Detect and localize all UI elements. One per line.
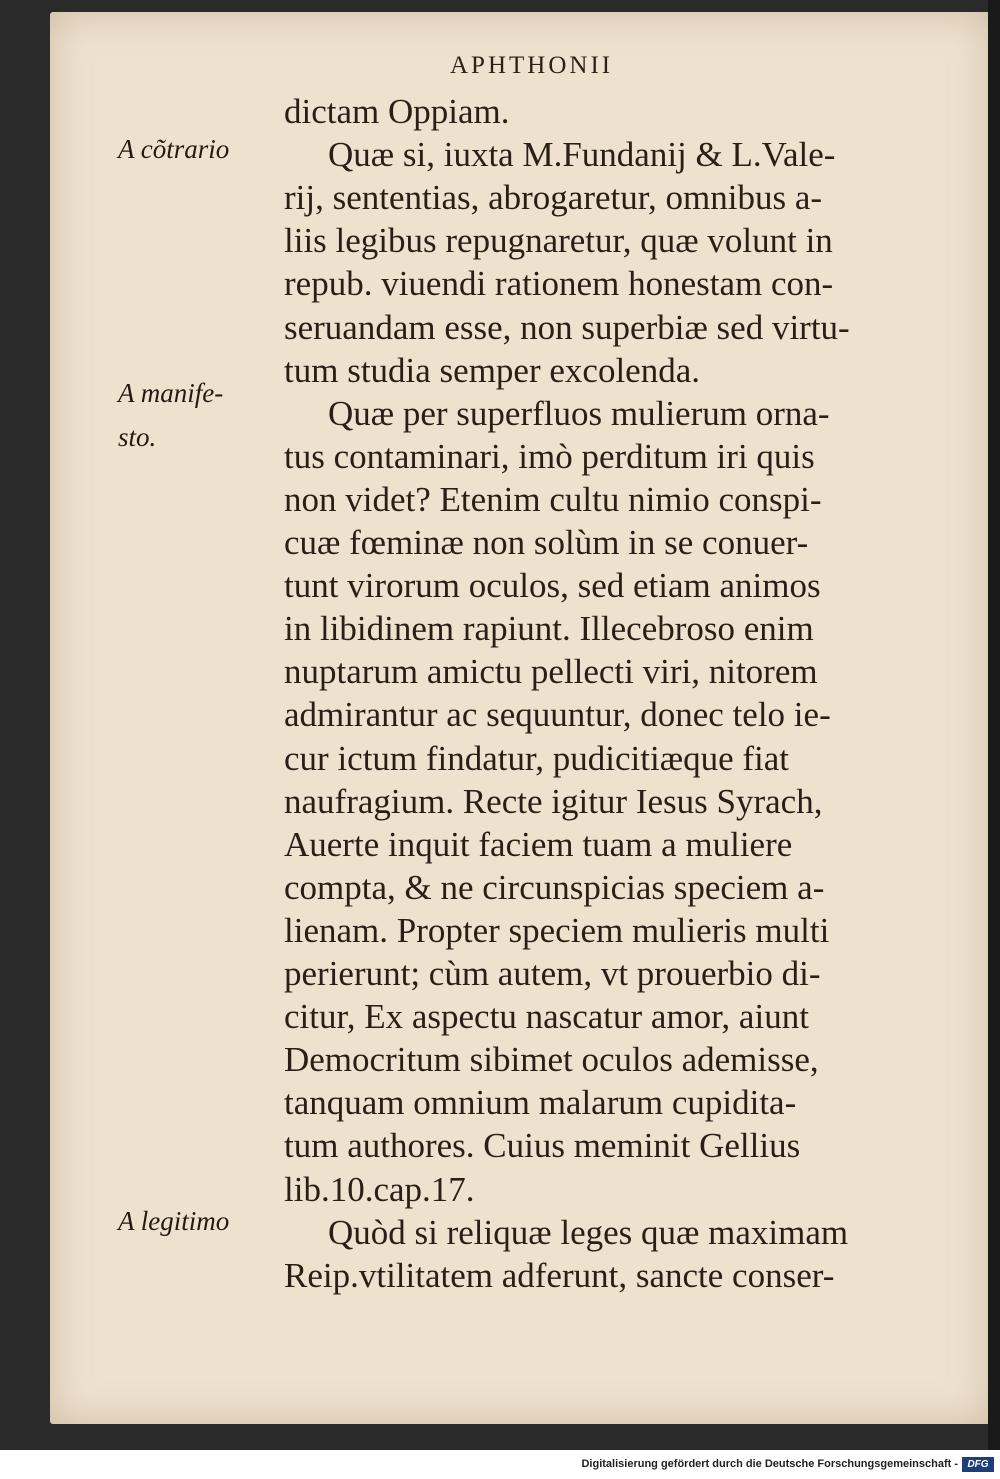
text-line: non videt? Etenim cultu nimio conspi- [284, 479, 822, 519]
text-line: citur, Ex aspectu nascatur amor, aiunt [284, 997, 809, 1037]
dfg-logo: DFG [962, 1457, 994, 1472]
margin-note-a-manifesto-1: A manife- [118, 378, 224, 408]
text-line: tum studia semper excolenda. [284, 350, 700, 390]
text-line: cuæ fœminæ non solùm in se conuer- [284, 523, 809, 562]
text-line: perierunt; cùm autem, vt prouerbio di- [284, 954, 821, 993]
text-line: Democritum sibimet oculos ademisse, [284, 1040, 819, 1080]
funding-credit: Digitalisierung gefördert durch die Deutsche Forschungsgemeinschaft - [581, 1458, 958, 1470]
text-line: Quæ per superfluos mulierum orna- [328, 393, 830, 433]
text-line: repub. viuendi rationem honestam con- [284, 264, 834, 304]
text-line: tanquam omnium malarum cupidita- [284, 1083, 797, 1123]
text-line: lienam. Propter speciem mulieris multi [284, 910, 830, 950]
text-line: seruandam esse, non superbiæ sed virtu- [284, 307, 850, 347]
text-line: tunt virorum oculos, sed etiam animos [284, 566, 821, 606]
text-line: tus contaminari, imò perditum iri quis [284, 436, 815, 476]
text-line: in libidinem rapiunt. Illecebroso enim [284, 609, 814, 649]
text-line: naufragium. Recte igitur Iesus Syrach, [284, 781, 823, 821]
text-line: Quæ si, iuxta M.Fundanij & L.Vale- [328, 135, 836, 175]
text-line: liis legibus repugnaretur, quæ volunt in [284, 221, 833, 261]
margin-note-a-manifesto-2: sto. [118, 422, 157, 452]
text-line: nuptarum amictu pellecti viri, nitorem [284, 652, 818, 692]
text-line: cur ictum findatur, pudicitiæque fiat [284, 738, 789, 778]
text-line: compta, & ne circunspicias speciem a- [284, 867, 825, 907]
text-line: admirantur ac sequuntur, donec telo ie- [284, 695, 831, 735]
text-line: lib.10.cap.17. [284, 1169, 475, 1209]
page-edge-shadow [988, 0, 1000, 1450]
text-line: Auerte inquit faciem tuam a muliere [284, 824, 793, 864]
margin-note-a-legitimo: A legitimo [118, 1206, 230, 1236]
margin-note-a-contrario: A cõtrario [118, 134, 230, 164]
text-line: rij, sententias, abrogaretur, omnibus a- [284, 178, 823, 218]
text-line: Quòd si reliquæ leges quæ maximam [328, 1212, 849, 1252]
text-line: Reip.vtilitatem adferunt, sancte conser- [284, 1255, 835, 1295]
footer-bar [0, 1454, 1000, 1479]
text-line: tum authores. Cuius meminit Gellius [284, 1126, 801, 1166]
text-line: dictam Oppiam. [284, 92, 510, 131]
running-head: APHTHONII [450, 52, 614, 79]
